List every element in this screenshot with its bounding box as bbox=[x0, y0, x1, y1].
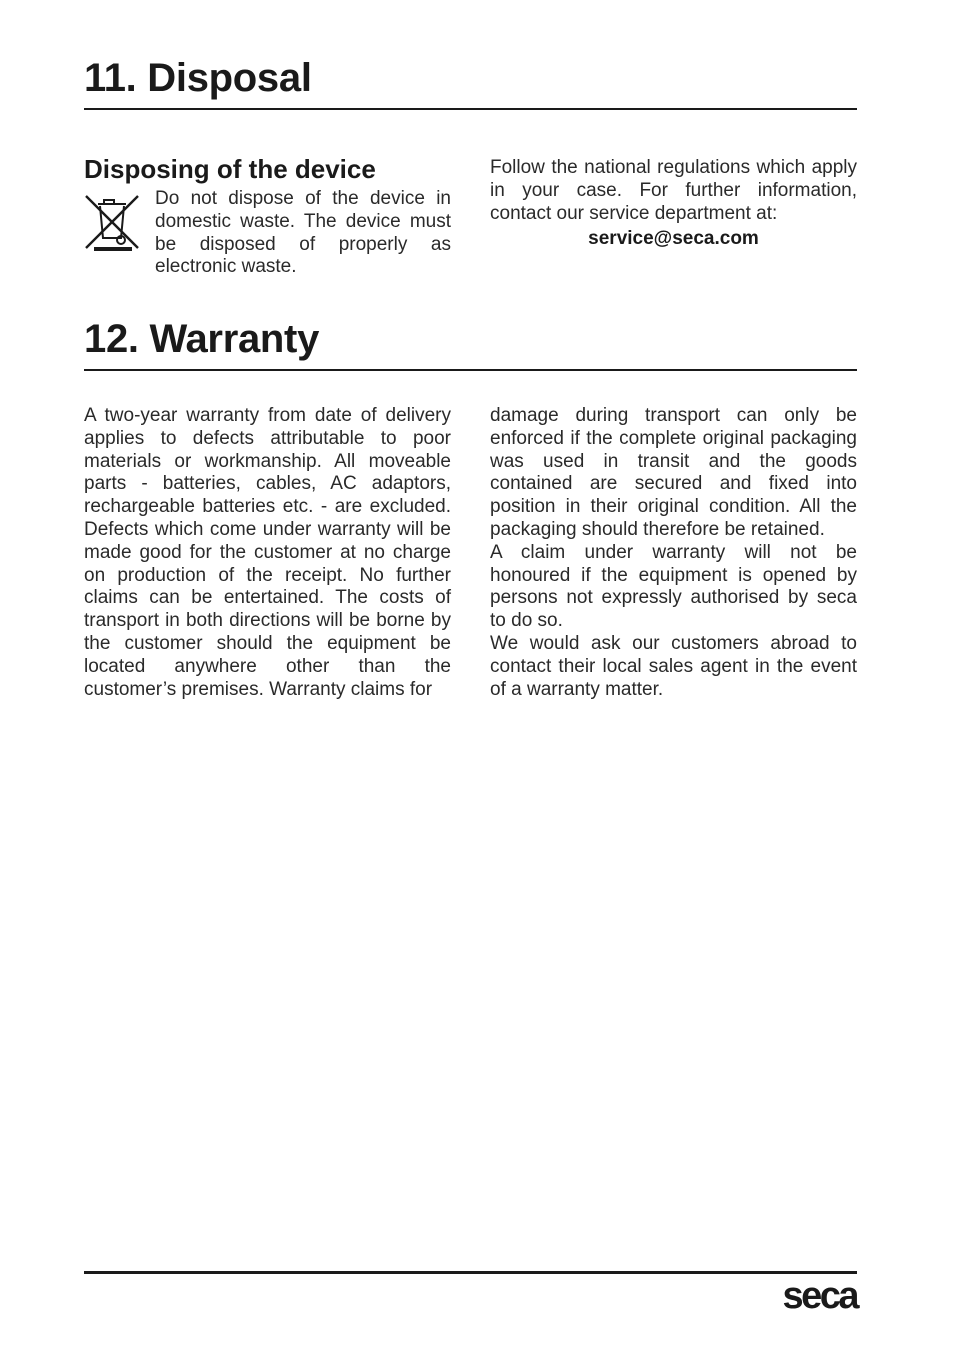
service-email-link[interactable]: service@seca.com bbox=[588, 228, 759, 250]
crossed-out-wheelie-bin-icon bbox=[84, 192, 140, 252]
disposal-left-paragraph: Do not dispose of the device in domestic waste. The device must be disposed of properly as electronic waste. bbox=[155, 188, 451, 278]
disposing-subheading: Disposing of the device bbox=[84, 154, 376, 184]
warranty-paragraph-claim: A claim under warranty will not be honoured if the equipment is opened by persons not expressly authorised by seca to do so. bbox=[490, 541, 857, 632]
footer-rule bbox=[84, 1271, 857, 1274]
disposal-right-paragraph: Follow the national regulations which apply in your case. For further information, contact our service department at: bbox=[490, 157, 857, 224]
disposal-heading: 11. Disposal bbox=[84, 56, 857, 110]
warranty-right-column bbox=[490, 405, 857, 701]
seca-logo: seca bbox=[782, 1275, 857, 1317]
warranty-paragraph-abroad: We would ask our customers abroad to contact their local sales agent in the event of a warranty matter. bbox=[490, 632, 857, 700]
disposal-right-column bbox=[490, 157, 857, 251]
warranty-left-paragraph: A two-year warranty from date of delivery applies to defects attributable to poor materials or workmanship. All moveable parts - batteries, cables, AC adaptors, rechargeable batteries etc. - are excluded. Defects which come under warranty will be made good for the customer at no charge on production of the receipt. No further claims can be entertained. The costs of transport in both directions will be borne by the customer should the equipment be located anywhere other than the customer’s premises. Warranty claims for bbox=[84, 405, 451, 700]
warranty-heading: 12. Warranty bbox=[84, 317, 857, 371]
warranty-paragraph-transport: damage during transport can only be enforced if the complete original packaging was used in transit and the goods contained are secured and fixed into position in their original condition. All the packaging should therefore be retained. bbox=[490, 405, 857, 540]
